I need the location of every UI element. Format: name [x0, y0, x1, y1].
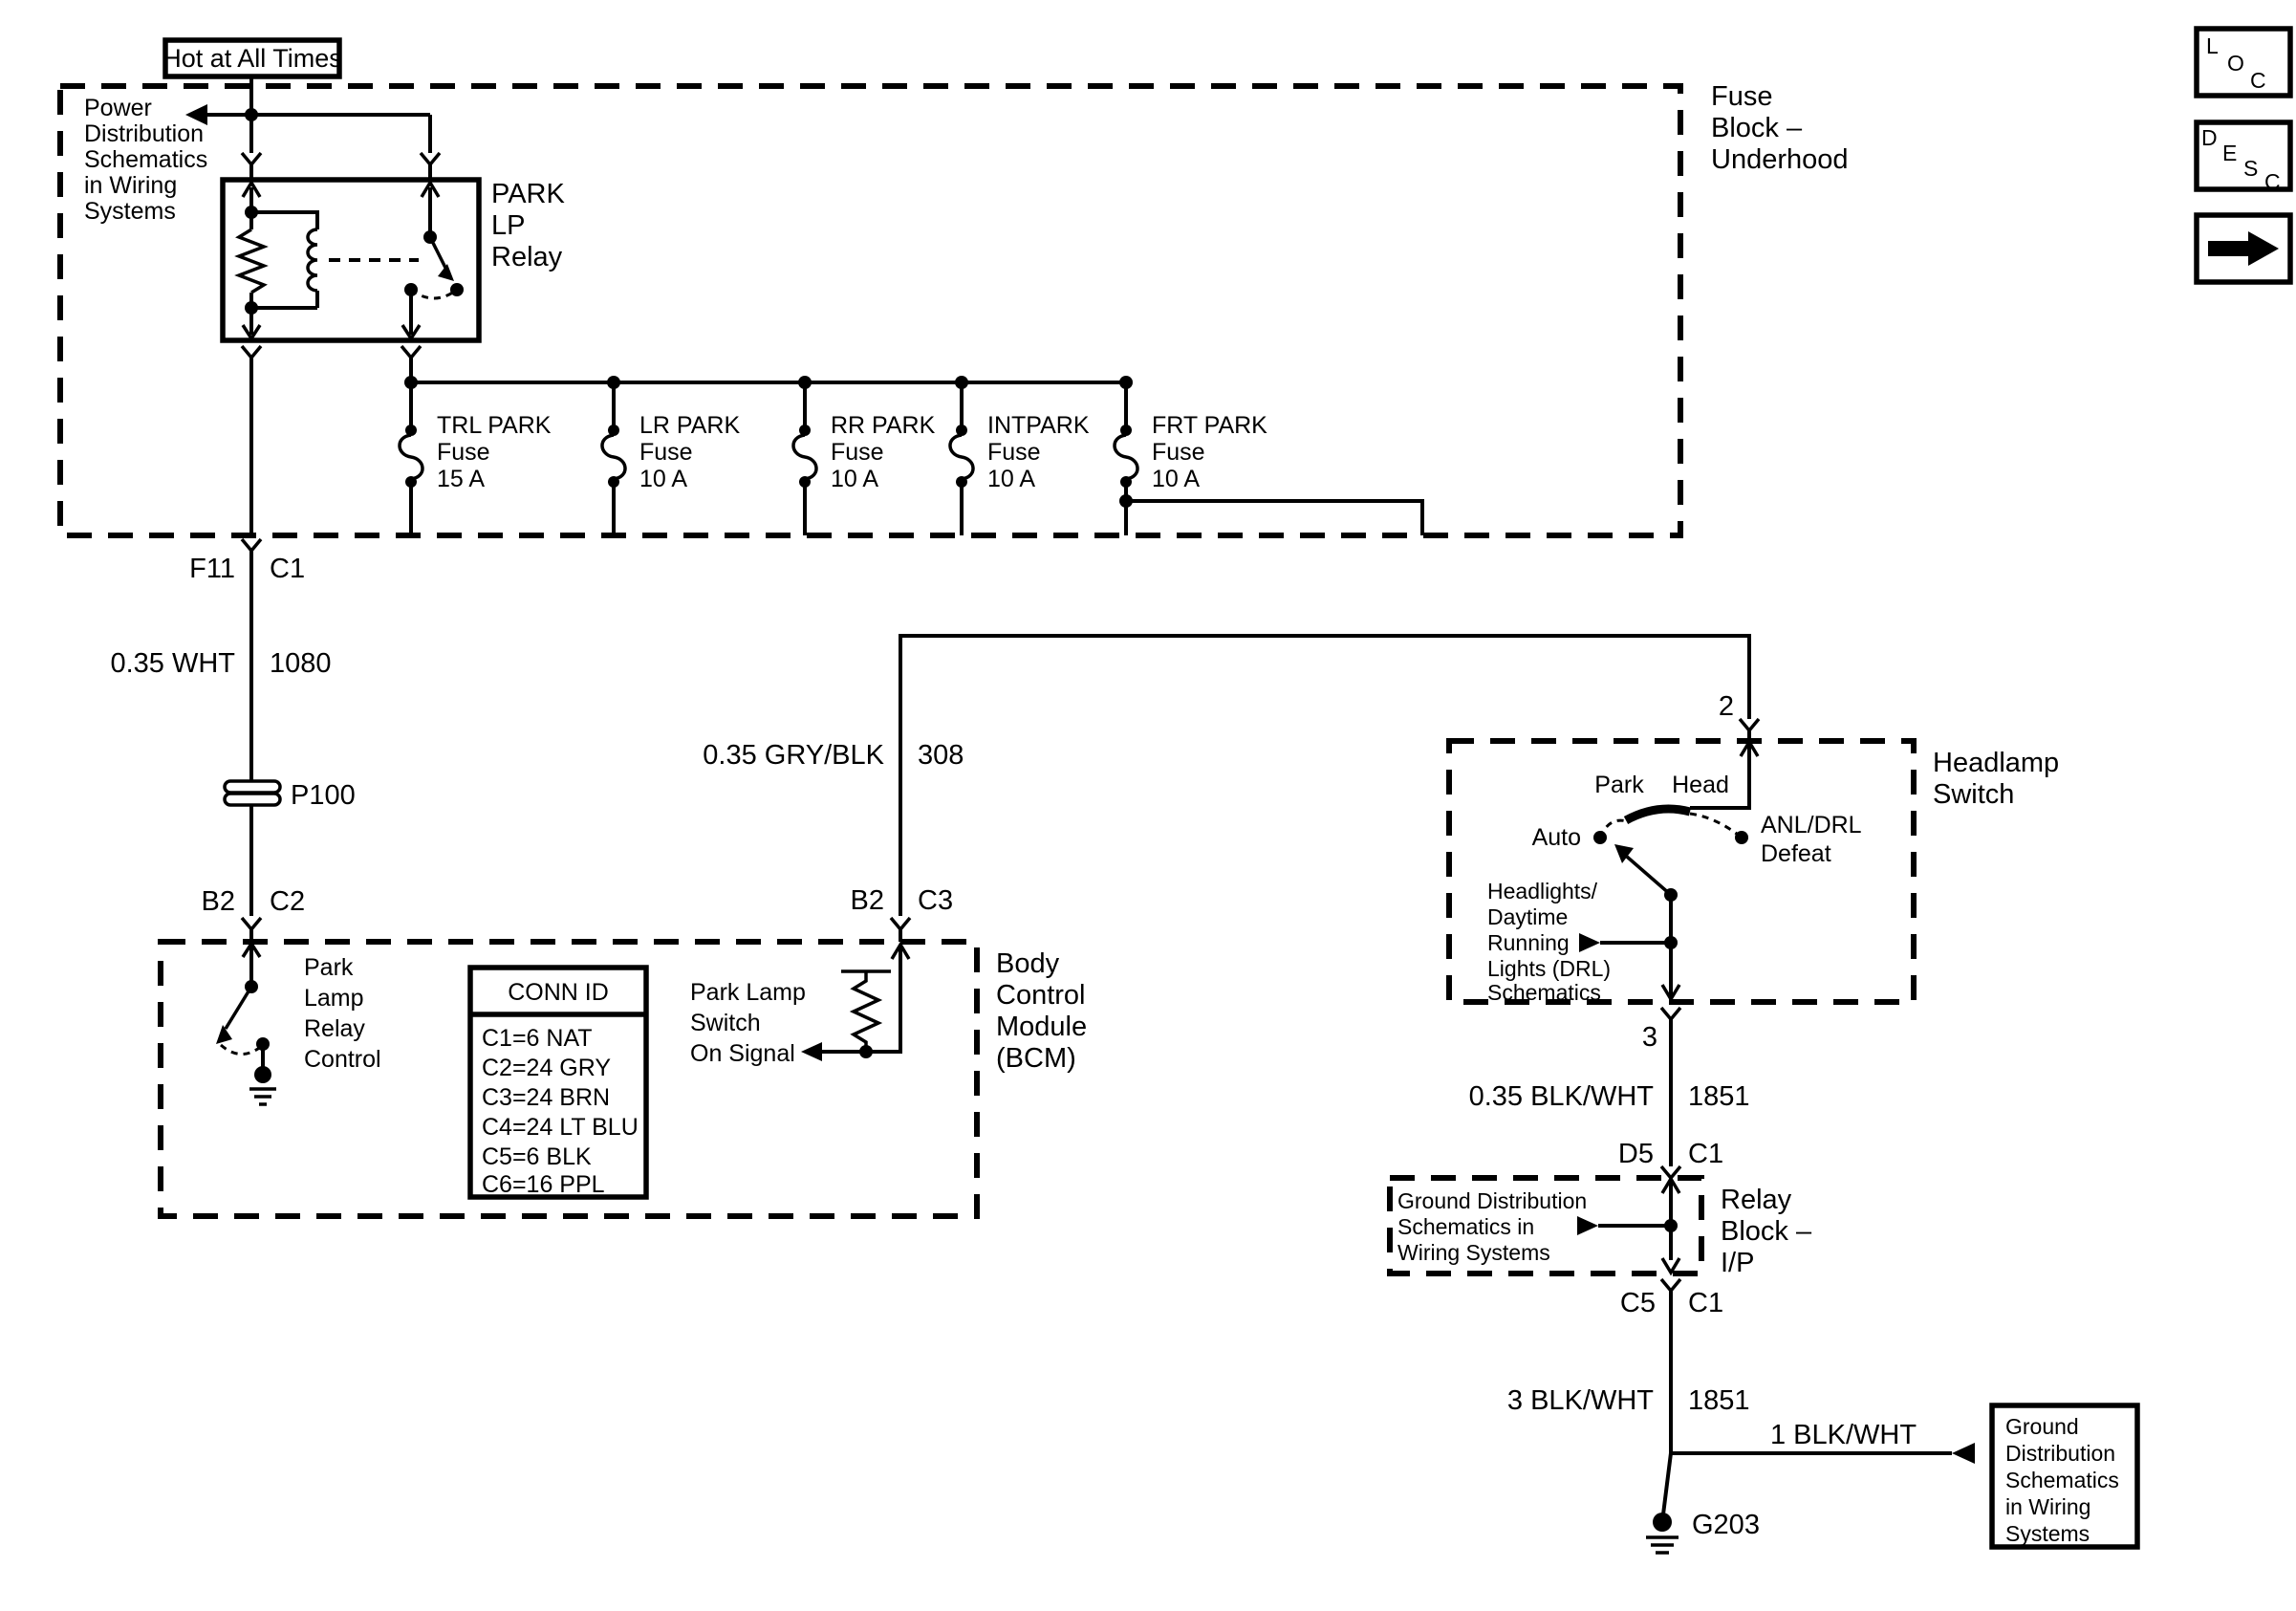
p100-label: P100 — [291, 780, 356, 811]
toolbar — [2197, 29, 2290, 282]
bcm-label-line4: (BCM) — [996, 1043, 1076, 1074]
fuse-rr-park — [793, 382, 936, 535]
detent-arc-right — [1690, 814, 1742, 838]
fuse-intpark — [950, 382, 1090, 535]
relay-block-exit-arrow-icon — [1662, 1258, 1679, 1273]
fuse-rating: 10 A — [639, 466, 688, 492]
connector-chevron-terminal-2 — [1740, 719, 1759, 730]
conn-id-row-4: C4=24 LT BLU — [482, 1114, 639, 1141]
ground-ball-icon — [254, 1066, 271, 1083]
power-ref-line1: Power — [84, 95, 152, 121]
ground-ref-line1: Ground — [2005, 1414, 2079, 1439]
terminal-2-label: 2 — [1718, 691, 1734, 722]
fuse-kind: Fuse — [639, 439, 693, 466]
wire-wht-label: 0.35 WHT — [110, 648, 235, 679]
bcm-control-blade-arrow-icon — [216, 1025, 232, 1044]
position-defeat-line1: ANL/DRL — [1761, 812, 1862, 838]
wire-wht-circuit: 1080 — [270, 648, 332, 679]
relay-coil-symbol — [308, 229, 317, 291]
loc-letter-c: C — [2250, 68, 2266, 93]
headlamp-switch — [1449, 741, 2059, 1005]
next-arrow-icon — [2208, 241, 2248, 256]
switch-signal-line3: On Signal — [690, 1040, 795, 1067]
fuse-bus — [400, 376, 1422, 535]
relay-switch-travel-arc — [411, 290, 457, 298]
park-lp-relay-label-line2: LP — [491, 210, 526, 241]
fuse-bottom-terminal — [608, 476, 619, 488]
drl-ref-line2: Daytime — [1487, 904, 1569, 929]
relay-switch-blade — [430, 237, 445, 268]
fuse-rating: 10 A — [831, 466, 879, 492]
feed-junction-dot — [245, 108, 258, 121]
power-ref-line4: in Wiring — [84, 172, 178, 199]
fuse-element-icon — [950, 435, 973, 479]
wire-to-g203 — [1663, 1453, 1671, 1514]
conn-id-table — [470, 968, 646, 1198]
body-control-module — [161, 942, 1087, 1216]
conn-c1-d5: C1 — [1688, 1139, 1724, 1169]
g203-ground-hatch-icon — [1646, 1537, 1679, 1553]
conn-c2: C2 — [270, 886, 306, 917]
connector-chevron-c5c1 — [1661, 1279, 1680, 1291]
ground-run — [1507, 1291, 2137, 1553]
pin-d5: D5 — [1617, 1139, 1654, 1169]
next-arrow-head-icon — [2248, 231, 2279, 266]
pin-c5: C5 — [1619, 1288, 1656, 1318]
bcm-control-blade — [226, 987, 251, 1029]
relay-block-ref-arrow-icon — [1577, 1216, 1598, 1235]
pin-b2: B2 — [201, 886, 235, 917]
fuse-element-icon — [793, 435, 816, 479]
fuse-kind: Fuse — [437, 439, 490, 466]
fuse-name: RR PARK — [831, 412, 936, 439]
conn-id-row-1: C1=6 NAT — [482, 1025, 593, 1052]
ground-ref-line3: Schematics — [2005, 1468, 2119, 1492]
relay-block-label-line2: Block – — [1721, 1216, 1812, 1247]
fuse-bottom-terminal — [799, 476, 811, 488]
conn-c1-c5: C1 — [1688, 1288, 1724, 1318]
relay-coil-top-link — [251, 212, 317, 229]
signal-resistor-symbol — [854, 971, 878, 1050]
drl-ref-line5: Schematics — [1487, 980, 1601, 1005]
fuse-rating: 10 A — [1152, 466, 1201, 492]
position-auto-label: Auto — [1531, 824, 1581, 851]
switch-signal-line1: Park Lamp — [690, 979, 806, 1006]
fuse-block-label-line1: Fuse — [1711, 81, 1773, 112]
connector-chevron-b2c3 — [891, 918, 910, 929]
connector-chevron-relay-right — [421, 153, 440, 164]
fuse-name: LR PARK — [639, 412, 741, 439]
bcm-label-line3: Module — [996, 1012, 1088, 1042]
ground-ref-line2: Distribution — [2005, 1441, 2116, 1466]
park-lp-relay-label-line1: PARK — [491, 179, 565, 209]
relay-coil-bottom-link — [251, 291, 317, 308]
fuse-block-label-line2: Block – — [1711, 113, 1803, 143]
park-lp-relay — [223, 179, 565, 535]
desc-letter-d: D — [2201, 125, 2218, 150]
relay-control-line2: Lamp — [304, 985, 364, 1012]
ground-distribution-ref-box — [1992, 1405, 2137, 1547]
feed-wire-branch — [203, 115, 430, 153]
drl-ref-arrow-icon — [1579, 933, 1600, 952]
fuse-trl-park — [400, 382, 552, 535]
relay-block-label-line3: I/P — [1721, 1248, 1755, 1278]
connector-chevron-relay-out-left — [242, 346, 261, 358]
relay-block-ref-line2: Schematics in — [1397, 1214, 1535, 1239]
position-defeat-line2: Defeat — [1761, 840, 1831, 867]
bcm-label-line1: Body — [996, 948, 1060, 979]
fuse-element-icon — [602, 435, 625, 479]
wire-blkwht-3-circuit: 1851 — [1688, 1385, 1750, 1416]
ground-ref-line4: in Wiring — [2005, 1494, 2091, 1519]
relay-switch-blade-arrow-icon — [438, 264, 454, 281]
switch-signal-line2: Switch — [690, 1010, 761, 1036]
wire-blkwht-035-circuit: 1851 — [1688, 1081, 1750, 1112]
bcm-control-travel-arc — [221, 1045, 263, 1055]
desc-button[interactable] — [2197, 122, 2290, 194]
relay-resistor-symbol — [239, 229, 264, 293]
park-lamp-switch-on-signal — [690, 945, 909, 1067]
hot-at-all-times-label: Hot at All Times — [162, 44, 342, 73]
fuse-element-icon — [400, 435, 422, 479]
fuse-kind: Fuse — [987, 439, 1041, 466]
conn-id-row-2: C2=24 GRY — [482, 1055, 612, 1081]
wire-blkwht-035 — [1469, 1008, 1750, 1178]
conn-id-row-5: C5=6 BLK — [482, 1143, 592, 1170]
fuse-rating: 10 A — [987, 466, 1036, 492]
fuse-rating: 15 A — [437, 466, 486, 492]
conn-id-row-6: C6=16 PPL — [482, 1171, 605, 1198]
g203-label: G203 — [1692, 1510, 1760, 1540]
fuse-lr-park — [602, 382, 740, 535]
fuse-bottom-terminal — [405, 476, 417, 488]
park-lp-relay-label-line3: Relay — [491, 242, 563, 272]
terminal-3-label: 3 — [1641, 1022, 1657, 1053]
ground-ref-arrow-icon — [1952, 1443, 1975, 1464]
headlamp-switch-label-line1: Headlamp — [1933, 748, 2060, 778]
pin-f11: F11 — [189, 554, 235, 584]
ground-hatch-icon — [249, 1089, 276, 1104]
fuse-element-icon — [1115, 435, 1137, 479]
connector-chevron-b2c2 — [242, 918, 261, 929]
connector-chevron-f11 — [242, 539, 261, 551]
desc-letter-c: C — [2264, 169, 2281, 194]
relay-control-line4: Control — [304, 1046, 381, 1073]
fuse-block-label-line3: Underhood — [1711, 144, 1849, 175]
fuse-kind: Fuse — [831, 439, 884, 466]
wire-gryblk-label: 0.35 GRY/BLK — [703, 740, 884, 771]
wire-blkwht-035-label: 0.35 BLK/WHT — [1468, 1081, 1654, 1112]
signal-ref-arrow-icon — [801, 1042, 822, 1061]
desc-letter-e: E — [2222, 141, 2238, 165]
ground-ref-line5: Systems — [2005, 1521, 2090, 1546]
signal-wire-up — [866, 946, 900, 1052]
power-ref-line2: Distribution — [84, 120, 205, 147]
power-feed — [84, 40, 440, 225]
switch-contact-band — [1626, 809, 1690, 820]
bcm-label-line2: Control — [996, 980, 1086, 1011]
relay-control-line3: Relay — [304, 1015, 365, 1042]
fuse-name: FRT PARK — [1152, 412, 1267, 439]
power-ref-line5: Systems — [84, 198, 176, 225]
fuse-name: TRL PARK — [437, 412, 552, 439]
position-park-label: Park — [1594, 772, 1644, 798]
conn-id-header: CONN ID — [508, 979, 609, 1006]
next-button[interactable] — [2197, 215, 2290, 282]
connector-chevron-relay-left — [242, 153, 261, 164]
power-ref-line3: Schematics — [84, 146, 208, 173]
drl-ref-line1: Headlights/ — [1487, 879, 1598, 903]
fuse-name: INTPARK — [987, 412, 1090, 439]
drl-ref-line4: Lights (DRL) — [1487, 956, 1612, 981]
fuse-bottom-terminal — [1120, 476, 1132, 488]
switch-wiper-blade — [1627, 857, 1671, 895]
position-head-label: Head — [1672, 772, 1729, 798]
wire-gryblk-circuit: 308 — [918, 740, 964, 771]
fuse-kind: Fuse — [1152, 439, 1205, 466]
loc-letter-l: L — [2206, 33, 2219, 58]
fuse-bottom-terminal — [956, 476, 967, 488]
headlamp-switch-label-line2: Switch — [1933, 779, 2015, 810]
conn-id-row-3: C3=24 BRN — [482, 1084, 611, 1111]
g203-ball-icon — [1653, 1513, 1672, 1532]
relay-block-ref-line3: Wiring Systems — [1397, 1240, 1550, 1265]
conn-c1: C1 — [270, 554, 306, 584]
desc-letter-s: S — [2243, 156, 2259, 181]
wire-wht-1080 — [110, 539, 355, 942]
wire-blkwht-3-label: 3 BLK/WHT — [1506, 1385, 1654, 1416]
relay-block-ip — [1390, 1178, 1812, 1318]
splice-p100 — [225, 780, 356, 811]
connector-chevron-terminal-3 — [1661, 1008, 1680, 1019]
conn-c3: C3 — [918, 885, 954, 916]
relay-block-label-line1: Relay — [1721, 1185, 1792, 1215]
relay-block-ref-line1: Ground Distribution — [1397, 1188, 1588, 1213]
p100-grommet-lower — [225, 794, 280, 805]
wire-blkwht-1-label: 1 BLK/WHT — [1770, 1420, 1917, 1450]
loc-button[interactable] — [2197, 29, 2290, 96]
drl-ref-line3: Running — [1487, 930, 1570, 955]
frt-park-branch-wire — [1126, 501, 1422, 535]
connector-chevron-relay-out-right — [401, 346, 421, 358]
relay-control-line1: Park — [304, 954, 354, 981]
fuse-frt-park — [1115, 382, 1422, 535]
loc-letter-o: O — [2227, 51, 2244, 76]
p100-grommet-upper — [225, 781, 280, 793]
park-lamp-relay-control-switch — [216, 944, 381, 1104]
pin-b2-c3: B2 — [850, 885, 884, 916]
fuse-block-underhood — [60, 81, 1849, 535]
